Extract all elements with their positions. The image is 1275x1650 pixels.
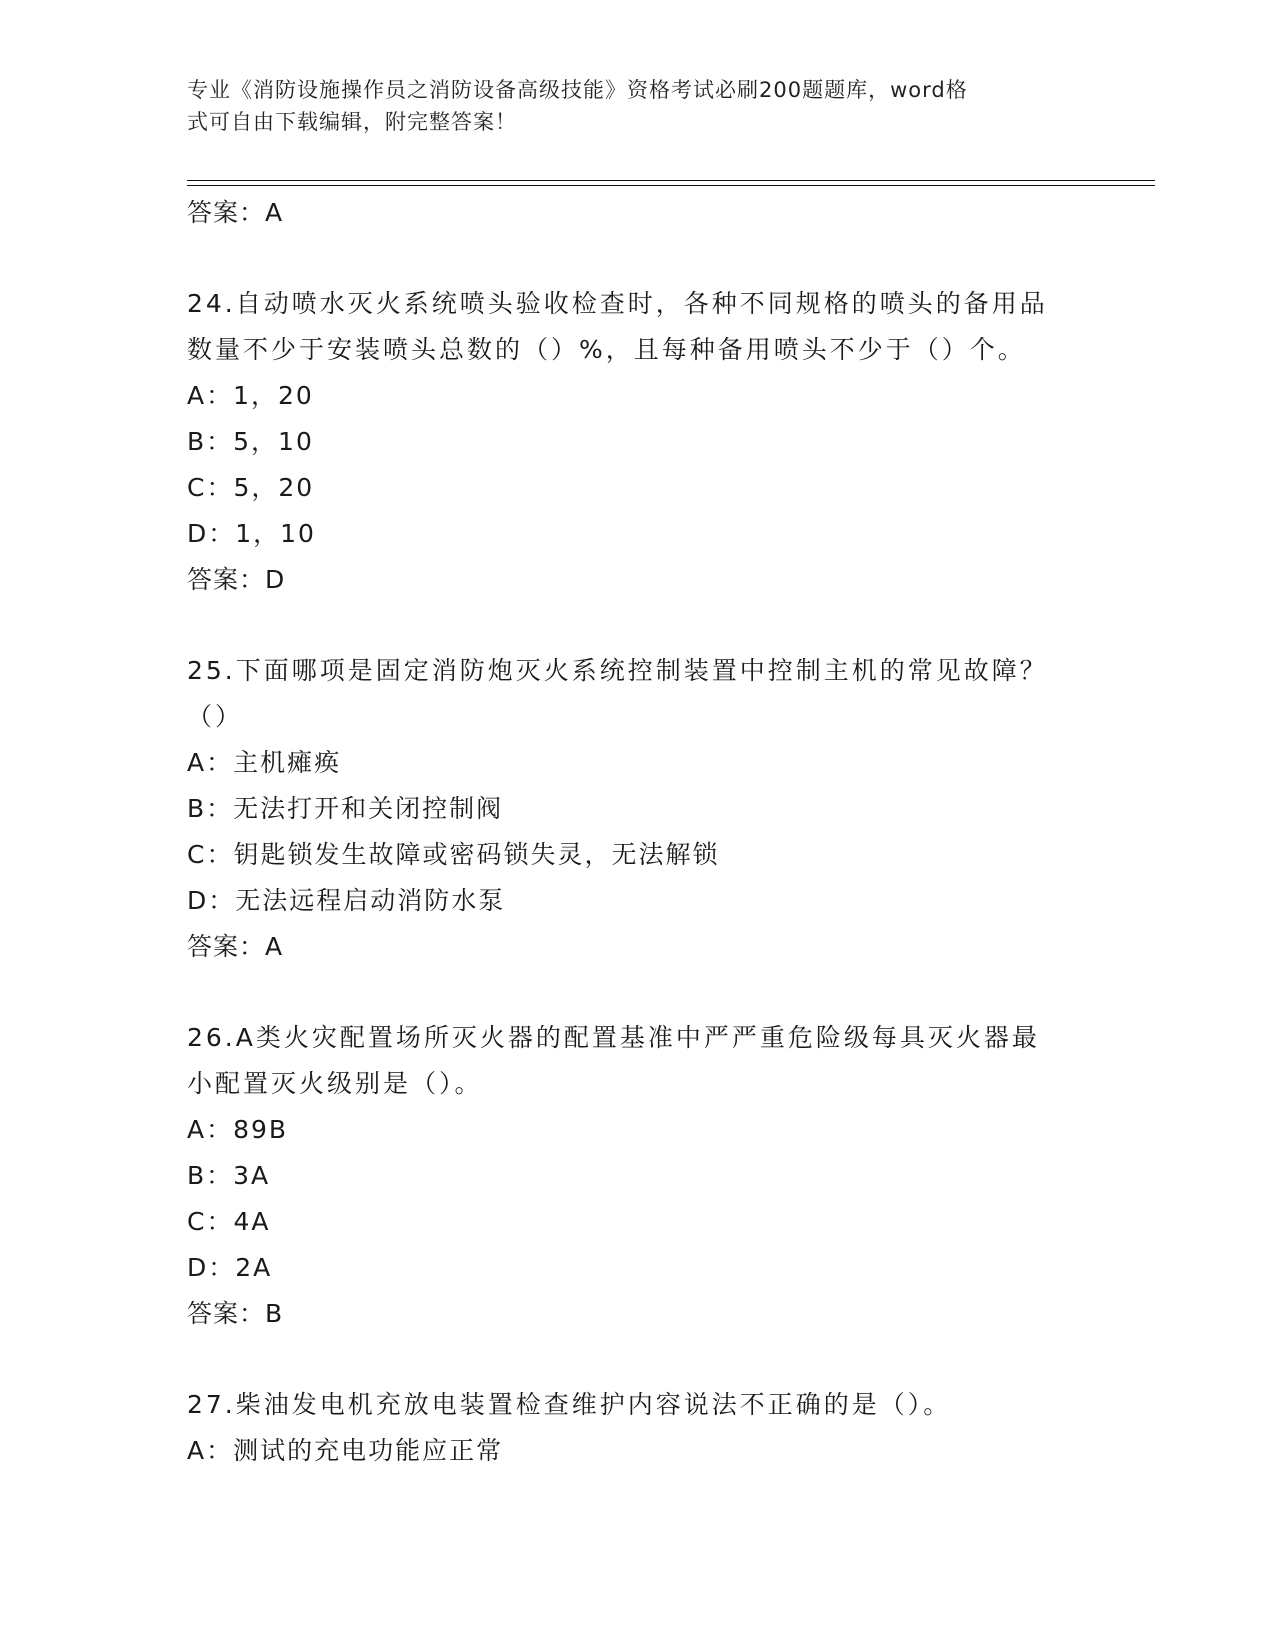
question-text-line: 小配置灭火级别是（）。 xyxy=(187,1069,483,1098)
option-a: A：1，20 xyxy=(187,381,314,410)
spacer xyxy=(187,603,1087,648)
question-27 xyxy=(187,1382,1087,1474)
option-a: A：测试的充电功能应正常 xyxy=(187,1436,504,1465)
option-d: D：无法远程启动消防水泵 xyxy=(187,886,506,915)
question-text-line: 26.A类火灾配置场所灭火器的配置基准中严严重危险级每具灭火器最 xyxy=(187,1023,1040,1052)
spacer xyxy=(187,1337,1087,1382)
question-26 xyxy=(187,1015,1087,1337)
option-a: A：89B xyxy=(187,1115,289,1144)
header-rule-bottom xyxy=(187,185,1155,186)
option-b: B：3A xyxy=(187,1161,271,1190)
answer: 答案：B xyxy=(187,1299,284,1328)
option-b: B：5，10 xyxy=(187,427,314,456)
question-text-line: 27.柴油发电机充放电装置检查维护内容说法不正确的是（）。 xyxy=(187,1390,952,1419)
question-text-line: 24.自动喷水灭火系统喷头验收检查时，各种不同规格的喷头的备用品 xyxy=(187,289,1048,318)
question-text-line: （） xyxy=(187,702,244,731)
answer: 答案：A xyxy=(187,932,284,961)
question-25 xyxy=(187,648,1087,970)
option-c: C：钥匙锁发生故障或密码锁失灵，无法解锁 xyxy=(187,840,720,869)
question-text-line: 数量不少于安装喷头总数的（）%，且每种备用喷头不少于（）个。 xyxy=(187,335,1026,364)
question-24 xyxy=(187,281,1087,603)
question-list xyxy=(187,190,1087,1474)
previous-answer: 答案：A xyxy=(187,198,284,227)
header-line-2: 式可自由下载编辑，附完整答案！ xyxy=(187,110,517,134)
header-line-1: 专业《消防设施操作员之消防设备高级技能》资格考试必刷200题题库，word格 xyxy=(187,78,968,102)
option-d: D：1，10 xyxy=(187,519,316,548)
option-c: C：4A xyxy=(187,1207,271,1236)
answer: 答案：D xyxy=(187,565,286,594)
option-c: C：5，20 xyxy=(187,473,315,502)
header-rule-top xyxy=(187,180,1155,181)
page-header xyxy=(187,74,1067,138)
spacer xyxy=(187,970,1087,1015)
question-text-line: 25.下面哪项是固定消防炮灭火系统控制装置中控制主机的常见故障？ xyxy=(187,656,1048,685)
option-b: B：无法打开和关闭控制阀 xyxy=(187,794,504,823)
spacer xyxy=(187,236,1087,281)
option-a: A：主机瘫痪 xyxy=(187,748,342,777)
option-d: D：2A xyxy=(187,1253,273,1282)
